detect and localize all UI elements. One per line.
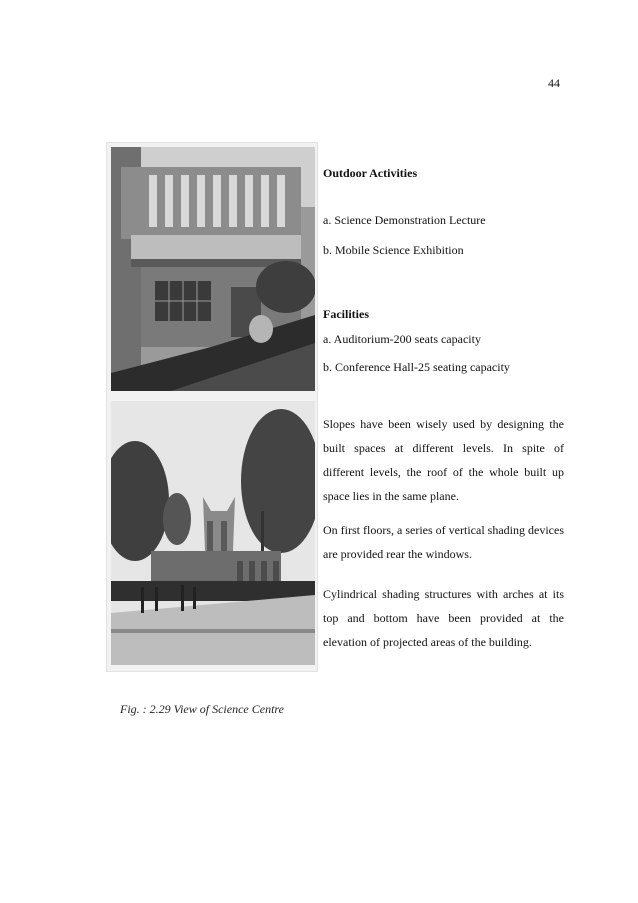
page-number: 44 <box>548 76 560 90</box>
photo-building-upper-view <box>111 147 315 391</box>
facilities-item-a: a. Auditorium-200 seats capacity <box>323 332 481 346</box>
facilities-heading: Facilities <box>323 307 369 321</box>
outdoor-item-a: a. Science Demonstration Lecture <box>323 213 486 227</box>
paragraph-cylindrical-structures: Cylindrical shading structures with arches at its top and bottom have been provided at the elevation of projected areas of the building. <box>323 587 564 649</box>
outdoor-item-b: b. Mobile Science Exhibition <box>323 243 464 257</box>
photo-building-front-view <box>111 401 315 665</box>
facilities-item-b: b. Conference Hall-25 seating capacity <box>323 360 510 374</box>
outdoor-activities-heading: Outdoor Activities <box>323 166 418 180</box>
figure-frame <box>106 142 318 672</box>
paragraph-slopes: Slopes have been wisely used by designing the built spaces at different levels. In spite of different levels, the roof of the whole built up space lies in the same plane. <box>323 417 564 503</box>
paragraph-shading-devices: On first floors, a series of vertical shading devices are provided rear the windows. <box>323 523 564 561</box>
figure-caption: Fig. : 2.29 View of Science Centre <box>120 702 284 716</box>
